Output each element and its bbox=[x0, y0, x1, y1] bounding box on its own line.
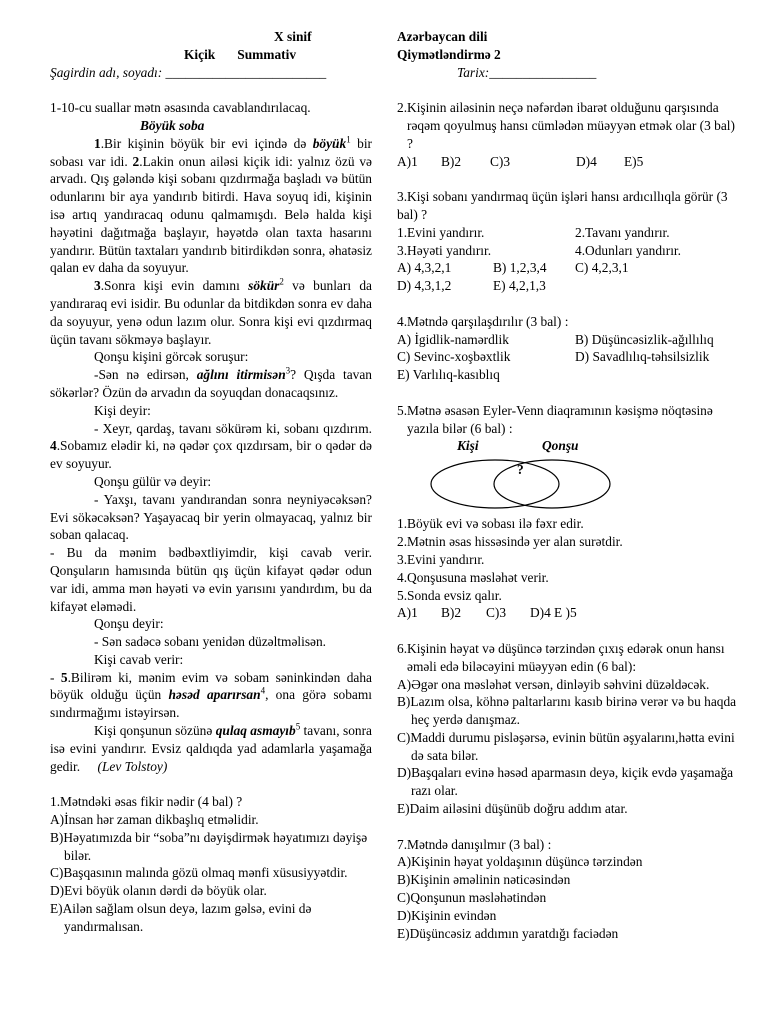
story-author: (Lev Tolstoy) bbox=[97, 758, 168, 774]
answer-option[interactable]: A)Əgər ona məsləhət versən, dinləyib səhvini düzəldəcək. bbox=[397, 676, 710, 692]
answer-option[interactable]: B) 1,2,3,4 bbox=[493, 260, 547, 276]
venn-diagram bbox=[397, 455, 742, 515]
answer-option[interactable]: A) 4,3,2,1 bbox=[397, 260, 452, 276]
answer-option[interactable]: A)1 bbox=[397, 605, 418, 621]
subject-label: Azərbaycan dili bbox=[397, 29, 488, 44]
venn-circle-right bbox=[494, 460, 610, 508]
story-paragraph: 3.Sonra kişi evin damını sökür$^2$ və bunları da yandıraraq evi isidir. Bu odunlar da bitdikdən sonra ev daha da soyuyur, yenə odun lazım olur. Sonra kişi evi qızdırmaq üçün tavanı sökməyə başlayır. bbox=[50, 276, 372, 347]
summative-label bbox=[50, 46, 372, 64]
story-paragraph: - 5.Bilirəm ki, mənim evim və sobam səninkindən daha böyük olduğu üçün həsəd aparırsan$^4$, ona görə sobamı sındırmağımı istəyirsən. bbox=[50, 669, 373, 721]
statement-item: 4.Qonşusuna məsləhət verir. bbox=[397, 569, 549, 585]
statement-item: 3.Evini yandırır. bbox=[397, 551, 485, 567]
answer-option[interactable]: E)Düşüncəsiz addımın yaratdığı faciədən bbox=[397, 925, 619, 941]
story-paragraph: - Yaxşı, tavanı yandırandan sonra neyniyəcəksən? Evi sökəcəksən? Yaşayacaq bir yerin olmayacaq, yalnız bir soban qalacaq. bbox=[50, 491, 372, 543]
story-paragraph: - Xeyr, qardaş, tavanı sökürəm ki, sobanı qızdırım. 4.Sobamız elədir ki, nə qədər çox qızdırsam, bir o qədər də ev soyuyur. bbox=[50, 420, 372, 472]
question-text: 5.Mətnə əsasən Eyler-Venn diaqramının kəsişmə nöqtəsinə yazıla bilər (6 bal) : bbox=[397, 402, 713, 436]
answer-option[interactable]: A) İgidlik-namərdlik bbox=[397, 331, 509, 347]
answer-option[interactable]: D)Evi böyük olanın dərdi də böyük olar. bbox=[50, 883, 267, 899]
answer-option[interactable]: D)Başqaları evinə həsəd aparmasın deyə, kiçik evdə yaşamağa razı olar. bbox=[397, 765, 734, 799]
venn-circle-left bbox=[431, 460, 559, 508]
question-6 bbox=[397, 640, 742, 818]
answer-option[interactable]: D) Savadlılıq-təhsilsizlik bbox=[575, 349, 710, 365]
statement-item: 2.Mətnin əsas hissəsində yer alan surətdir. bbox=[397, 534, 623, 550]
assessment-label: Qiymətləndirmə 2 bbox=[397, 46, 501, 62]
statement-item: 5.Sonda evsiz qalır. bbox=[397, 587, 502, 603]
summative-small: Kiçik bbox=[184, 46, 216, 62]
story-title: Böyük soba bbox=[140, 117, 205, 133]
answer-option[interactable]: B)2 bbox=[441, 605, 462, 621]
answer-option[interactable]: C)3 bbox=[490, 153, 511, 169]
question-7 bbox=[397, 836, 742, 943]
answer-option[interactable]: A)Kişinin həyat yoldaşının düşüncə tərzindən bbox=[397, 854, 643, 870]
statement-item: 1.Böyük evi və sobası ilə fəxr edir. bbox=[397, 516, 584, 532]
answer-option[interactable]: E) Varlılıq-kasıblıq bbox=[397, 367, 500, 383]
left-column bbox=[50, 28, 372, 936]
story-paragraph: Qonşu gülür və deyir: bbox=[94, 473, 212, 489]
answer-option[interactable]: E)5 bbox=[624, 153, 644, 169]
venn-intersection-mark: ? bbox=[517, 462, 524, 478]
question-5 bbox=[397, 402, 742, 622]
venn-diagram-svg bbox=[397, 455, 742, 515]
venn-label-left: Kişi bbox=[457, 438, 479, 454]
summative-word: Summativ bbox=[237, 46, 297, 62]
answer-option[interactable]: B) Düşüncəsizlik-ağıllılıq bbox=[575, 331, 714, 347]
answer-option[interactable]: E )5 bbox=[554, 605, 577, 621]
answer-option[interactable]: D)Kişinin evindən bbox=[397, 907, 497, 923]
question-text: 7.Mətndə danışılmır (3 bal) : bbox=[397, 836, 552, 852]
sequence-item: 2.Tavanı yandırır. bbox=[575, 224, 670, 240]
question-text: 3.Kişi sobanı yandırmaq üçün işləri hansı ardıcıllıqla görür (3 bal) ? bbox=[397, 189, 728, 222]
sequence-item: 3.Həyəti yandırır. bbox=[397, 242, 492, 258]
question-3 bbox=[397, 188, 742, 295]
answer-option[interactable]: D) 4,3,1,2 bbox=[397, 278, 452, 294]
answer-option[interactable]: D)4 bbox=[576, 153, 597, 169]
instructions: 1-10-cu suallar mətn əsasında cavablandırılacaq. bbox=[50, 100, 311, 116]
answer-options bbox=[397, 604, 742, 622]
sequence-items bbox=[397, 224, 742, 260]
sequence-item: 4.Odunları yandırır. bbox=[575, 242, 681, 258]
question-1 bbox=[50, 793, 372, 935]
question-text: 6.Kişinin həyat və düşüncə tərzindən çıxış edərək onun hansı əməli edə biləcəyini müəyyən edin (6 bal): bbox=[397, 640, 725, 674]
story-paragraph: -Sən nə edirsən, ağlını itirmisən$^3$? Qışda tavan sökərlər? Özün də arvadın da soyuqdan donacaqsınız. bbox=[50, 365, 372, 400]
answer-options bbox=[397, 259, 742, 295]
grade-label: X sinif bbox=[274, 29, 312, 44]
answer-options bbox=[397, 331, 742, 384]
story-paragraph: Kişi deyir: bbox=[94, 402, 151, 418]
story-paragraph: Qonşu kişini görcək soruşur: bbox=[94, 349, 249, 365]
question-2 bbox=[397, 99, 742, 170]
answer-option[interactable]: C)3 bbox=[486, 605, 507, 621]
answer-option[interactable]: B)Lazım olsa, köhnə paltarlarını kasıb birinə verər və bu haqda heç yerdə danışmaz. bbox=[397, 694, 737, 728]
story-paragraph: Kişi qonşunun sözünə qulaq asmayıb$^5$ tavanı, sonra isə evini yandırır. Evsiz qaldıqda yad adamlarla yaşamağa gedir. (Lev Tolstoy) bbox=[50, 721, 372, 774]
answer-option[interactable]: B)Həyatımızda bir “soba”nı dəyişdirmək həyatımızı dəyişə bilər. bbox=[50, 829, 368, 863]
story-text bbox=[50, 117, 372, 775]
story-paragraph: Kişi cavab verir: bbox=[94, 651, 184, 667]
answer-option[interactable]: C)Qonşunun məsləhətindən bbox=[397, 890, 547, 906]
question-text: 2.Kişinin ailəsinin neçə nəfərdən ibarət olduğunu qarşısında rəqəm qoyulmuş hansı cümlədən müəyyən etmək olar (3 bal) ? bbox=[397, 100, 735, 151]
story-paragraph: 1.Bir kişinin böyük bir evi içində də böyük$^1$ bir sobası var idi. 2.Lakin onun ailəsi kiçik idi: yalnız özü və arvadı. Qış gələndə kişi sobanı qızdırmağa başladı və bütün odunlarını bir aya yandırıb bitirdi. Hava soyuq idi, kişinin isə artıq yandıracaq odunu qalmamışdı. Belə halda kişi həyətini dağıtmağa başlayır, həyətdə olan taxta hasarını yandırır. Bütün taxtaları yandırıb bitirdikdən sonra, əhatəsiz qalan ev daha da soyuyur. bbox=[50, 134, 372, 276]
date-field[interactable]: Tarix:________________ bbox=[457, 64, 597, 80]
question-text: 4.Mətndə qarşılaşdırılır (3 bal) : bbox=[397, 313, 569, 329]
question-4 bbox=[397, 313, 742, 384]
answer-option[interactable]: B)2 bbox=[441, 153, 462, 169]
right-column bbox=[397, 28, 742, 942]
answer-option[interactable]: E)Daim ailəsini düşünüb doğru addım atar. bbox=[397, 801, 628, 817]
story-paragraph: Qonşu deyir: bbox=[94, 616, 164, 632]
answer-option[interactable]: A)İnsan hər zaman dikbaşlıq etməlidir. bbox=[50, 812, 259, 828]
answer-option[interactable]: E)Ailən sağlam olsun deyə, lazım gəlsə, evini də yandırmalısan. bbox=[50, 901, 312, 934]
answer-option[interactable]: C) 4,2,3,1 bbox=[575, 260, 629, 276]
story-paragraph: - Bu da mənim bədbəxtliyimdir, kişi cavab verir. Qonşuların hamısında bütün qış üçün kifayət qədər odun var idi, amma mən həyəti və evin yarısını yandırdım, bu da kifayət eləmədi. bbox=[50, 545, 372, 614]
venn-labels bbox=[397, 437, 742, 455]
answer-option[interactable]: C) Sevinc-xoşbəxtlik bbox=[397, 349, 511, 365]
student-name-field[interactable]: Şagirdin adı, soyadı: ________________________ bbox=[50, 64, 327, 80]
answer-option[interactable]: C)Maddi durumu pisləşərsə, evinin bütün əşyalarını,hətta evini də sata bilər. bbox=[397, 729, 735, 763]
answer-option[interactable]: B)Kişinin əməlinin nəticəsindən bbox=[397, 872, 571, 888]
answer-option[interactable]: A)1 bbox=[397, 153, 418, 169]
sequence-item: 1.Evini yandırır. bbox=[397, 224, 485, 240]
answer-options bbox=[397, 153, 742, 171]
question-text: 1.Mətndəki əsas fikir nədir (4 bal) ? bbox=[50, 794, 243, 810]
answer-option[interactable]: D)4 bbox=[530, 605, 551, 621]
story-paragraph: - Sən sadəcə sobanı yenidən düzəltməlisən. bbox=[94, 634, 327, 650]
answer-option[interactable]: C)Başqasının malında gözü olmaq mənfi xüsusiyyətdir. bbox=[50, 865, 348, 881]
venn-label-right: Qonşu bbox=[542, 438, 579, 454]
answer-option[interactable]: E) 4,2,1,3 bbox=[493, 278, 546, 294]
